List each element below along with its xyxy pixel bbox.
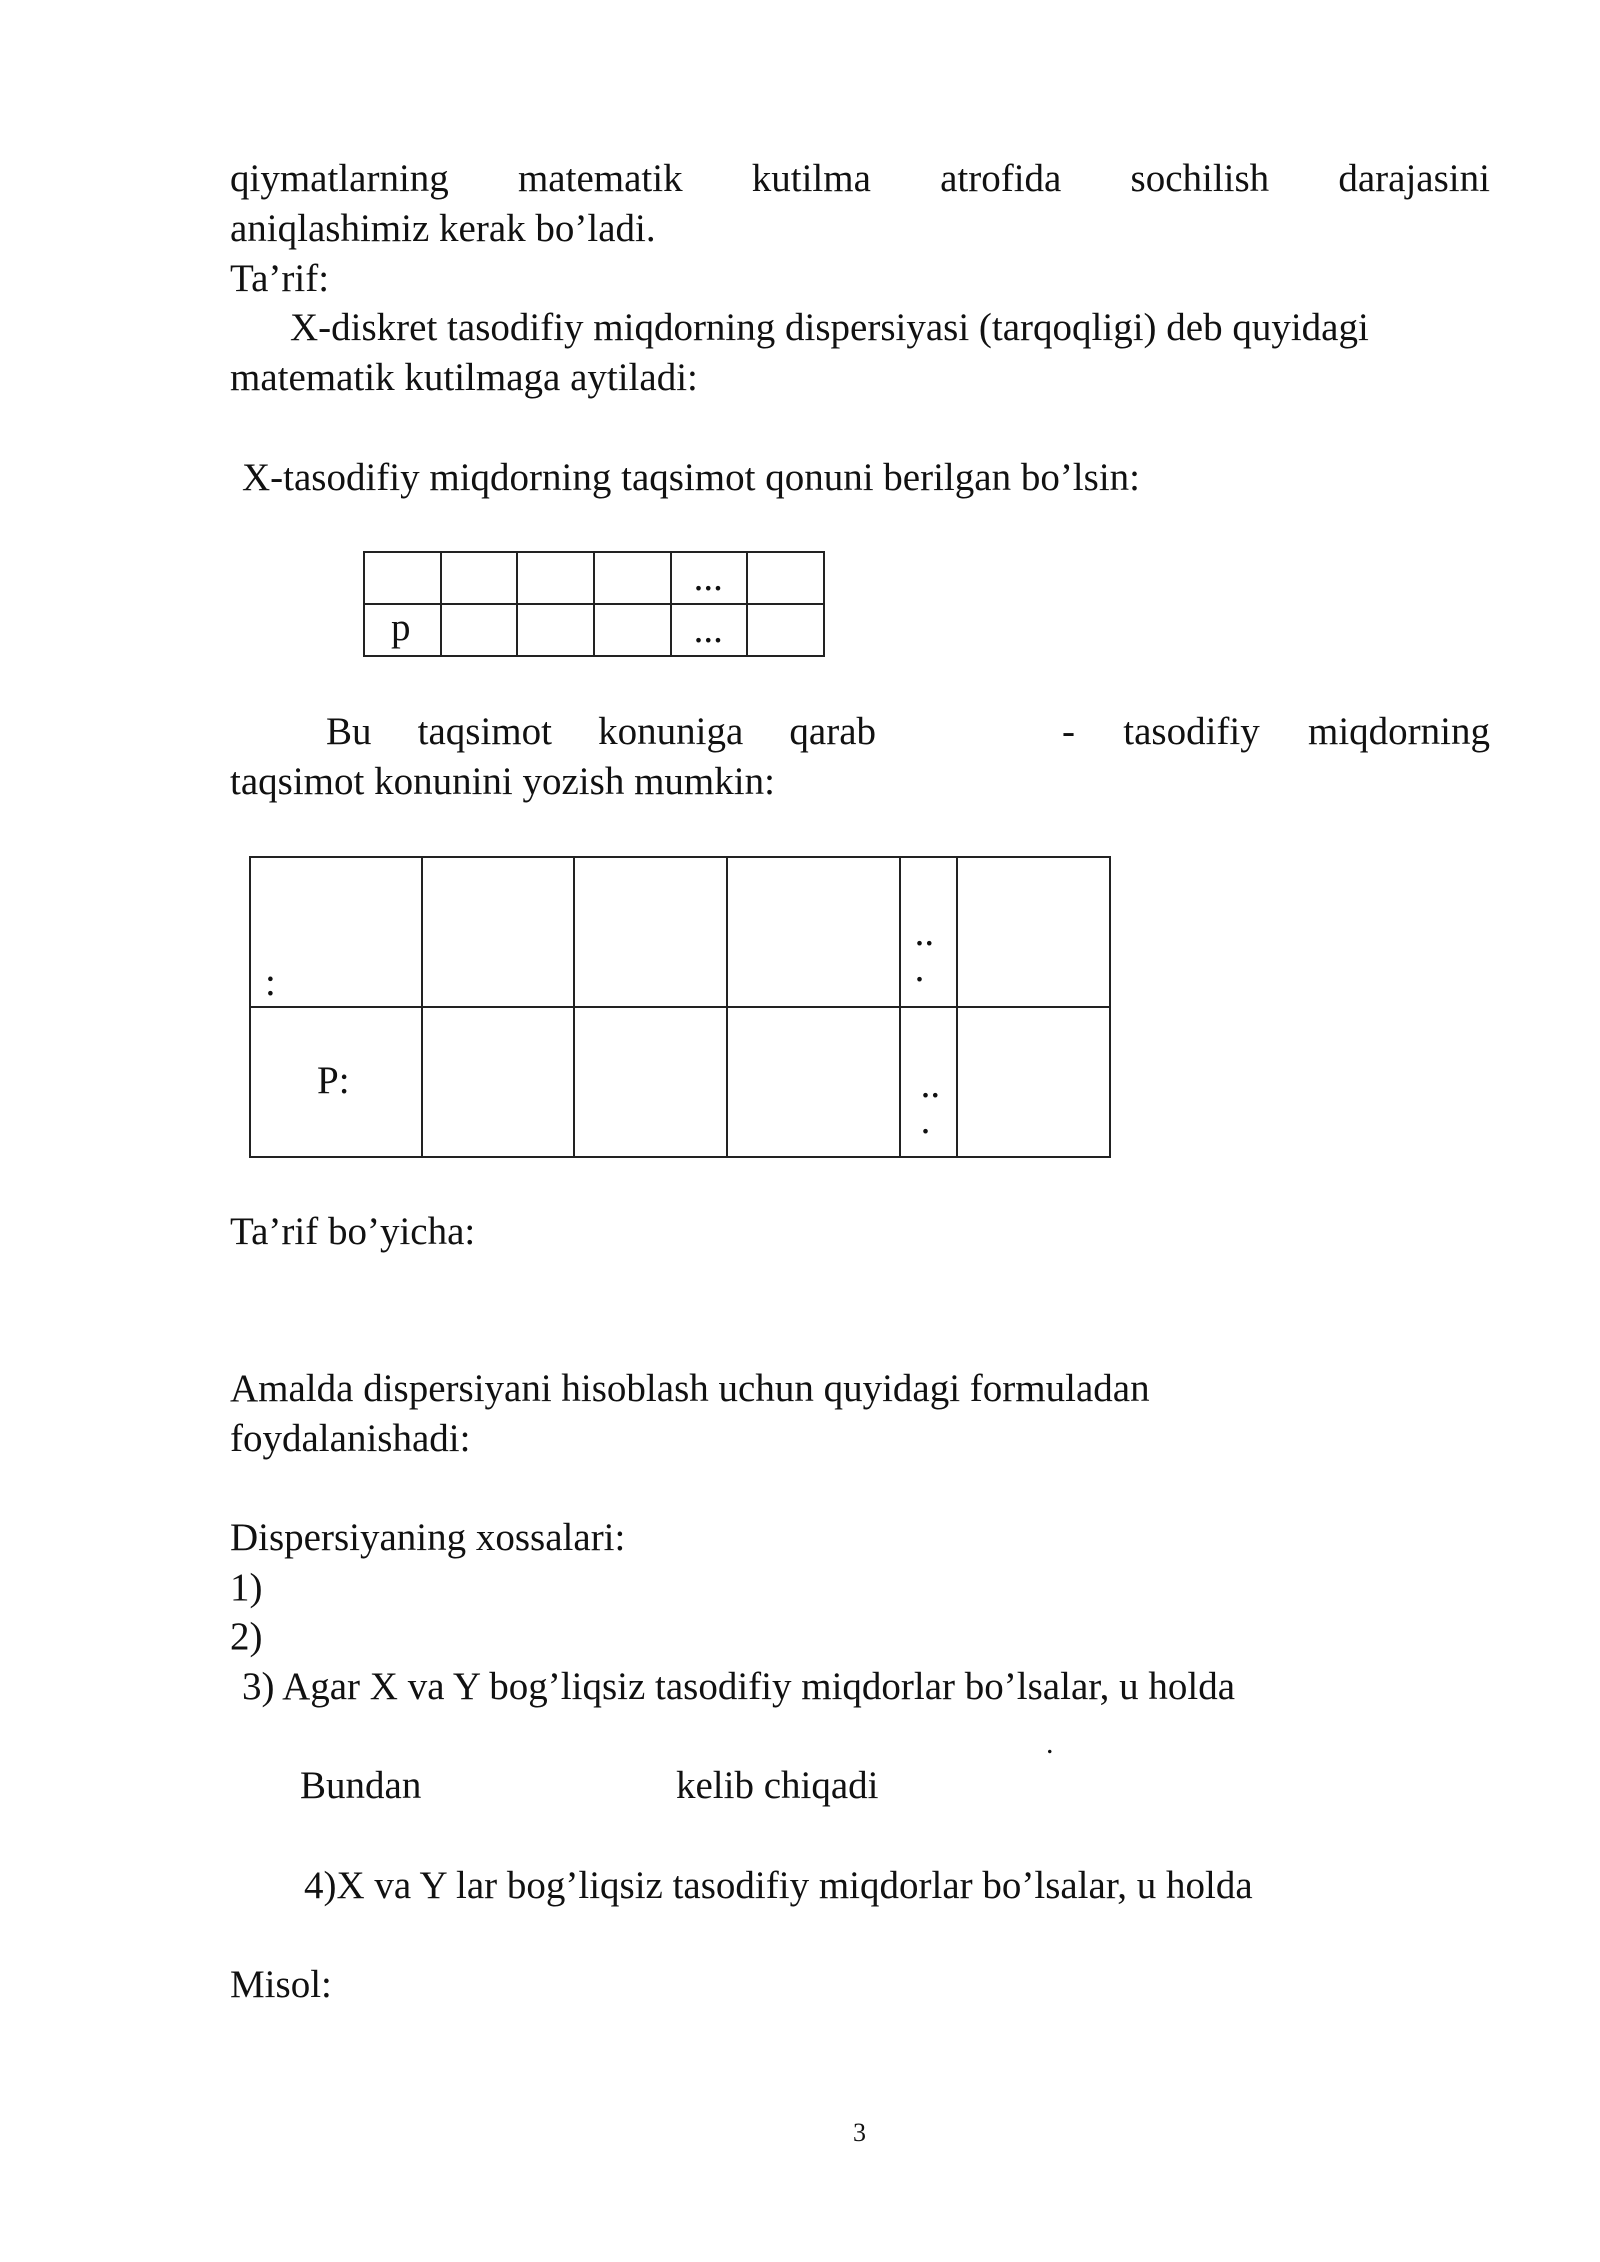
ellipsis-top: ..: [914, 911, 935, 954]
amalda-line-1: Amalda dispersiyani hisoblash uchun quyidagi formuladan: [230, 1367, 1150, 1410]
property-1: 1): [230, 1566, 263, 1609]
ellipsis-bottom: .: [920, 1099, 931, 1142]
table-row: [250, 857, 1110, 1007]
table-row: [364, 552, 824, 604]
word: darajasini: [1338, 157, 1490, 200]
ellipsis: ...: [693, 556, 723, 599]
definition-line-2: matematik kutilmaga aytiladi:: [230, 356, 698, 399]
word: qiymatlarning: [230, 157, 449, 200]
ellipsis-top: ..: [920, 1063, 941, 1106]
row-label-p: p: [391, 606, 411, 649]
paragraph-2-line-2: taqsimot konunini yozish mumkin:: [230, 760, 775, 803]
row-label-colon: :: [265, 961, 276, 1004]
table-cell: [747, 604, 824, 656]
table-cell: [671, 604, 748, 656]
bundan-text: Bundan: [300, 1764, 422, 1807]
table-cell: [250, 1007, 422, 1157]
distribution-table-2: [249, 856, 1111, 1158]
table-cell: [727, 1007, 900, 1157]
word: kutilma: [751, 157, 871, 200]
properties-heading: Dispersiyaning xossalari:: [230, 1516, 626, 1559]
word: tasodifiy: [1123, 710, 1260, 753]
ellipsis-bottom: .: [914, 947, 925, 990]
table-cell: [250, 857, 422, 1007]
kelib-chiqadi-text: kelib chiqadi: [676, 1764, 879, 1807]
table-cell: [517, 604, 594, 656]
distribution-law-intro: X-tasodifiy miqdorning taqsimot qonuni berilgan bo’lsin:: [242, 456, 1140, 499]
table-cell: [671, 552, 748, 604]
property-2: 2): [230, 1615, 263, 1658]
word: miqdorning: [1307, 710, 1490, 753]
property-3: 3) Agar X va Y bog’liqsiz tasodifiy miqdorlar bo’lsalar, u holda: [242, 1665, 1236, 1708]
property-4: 4)X va Y lar bog’liqsiz tasodifiy miqdorlar bo’lsalar, u holda: [304, 1864, 1253, 1907]
table-cell: [957, 1007, 1110, 1157]
paragraph-1-line-2: aniqlashimiz kerak bo’ladi.: [230, 207, 656, 250]
table-cell: [364, 604, 441, 656]
table-cell: [422, 857, 575, 1007]
table-cell: [957, 857, 1110, 1007]
word: taqsimot: [417, 710, 552, 753]
table-cell: [727, 857, 900, 1007]
misol-heading: Misol:: [230, 1963, 332, 2006]
table-cell: [441, 552, 518, 604]
table-cell: [594, 552, 671, 604]
amalda-line-2: foydalanishadi:: [230, 1417, 471, 1460]
table-cell: [747, 552, 824, 604]
table-cell: [517, 552, 594, 604]
table-row: [250, 1007, 1110, 1157]
word: qarab: [789, 710, 876, 753]
tarif-boyicha: Ta’rif bo’yicha:: [230, 1210, 476, 1253]
paragraph-2-line-1-right: [1062, 708, 1490, 756]
table-cell: [900, 1007, 958, 1157]
property-3-dot: .: [1046, 1727, 1054, 1760]
word: Bu: [326, 710, 372, 753]
word: atrofida: [940, 157, 1062, 200]
distribution-table-1: [363, 551, 825, 657]
table-cell: [574, 1007, 727, 1157]
table-cell: [364, 552, 441, 604]
definition-line-1: X-diskret tasodifiy miqdorning dispersiyasi (tarqoqligi) deb quyidagi: [290, 306, 1369, 349]
word: -: [1062, 710, 1075, 753]
word: konuniga: [598, 710, 744, 753]
table-cell: [900, 857, 958, 1007]
paragraph-2-line-1-left: [326, 708, 876, 756]
ellipsis: ...: [693, 608, 723, 651]
tarif-heading: Ta’rif:: [230, 257, 330, 300]
table-row: [364, 604, 824, 656]
table-cell: [441, 604, 518, 656]
table-cell: [422, 1007, 575, 1157]
paragraph-1-line-1: [230, 155, 1490, 203]
table-cell: [574, 857, 727, 1007]
row-label-p: P:: [317, 1059, 350, 1102]
word: matematik: [517, 157, 683, 200]
table-cell: [594, 604, 671, 656]
word: sochilish: [1130, 157, 1270, 200]
page-number: 3: [853, 2118, 866, 2147]
